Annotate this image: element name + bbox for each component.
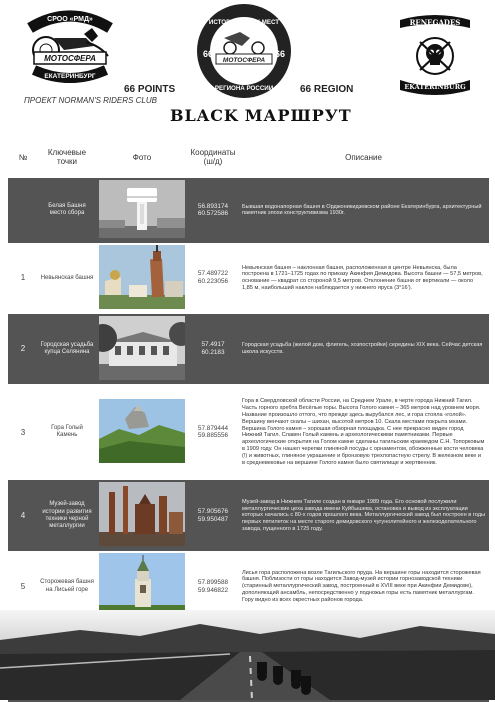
latitude: 57.879444 bbox=[197, 424, 229, 432]
point-description: Бывшая водонапорная башня в Орджоникидзевском районе Екатеринбурга, архитектурный памятник эпохи конструктивизма 1930г. bbox=[238, 178, 489, 243]
logo-right-top-text: RENEGADES bbox=[409, 18, 461, 27]
points-label: 66 POINTS bbox=[124, 84, 176, 95]
longitude: 60.2183 bbox=[201, 349, 225, 357]
project-label: ПРОЕКТ NORMAN'S RIDERS CLUB bbox=[24, 96, 157, 105]
latitude: 57.899588 bbox=[197, 578, 229, 586]
route-title-word-1: BLACK bbox=[170, 106, 239, 125]
nevyansk-tower-photo bbox=[99, 245, 185, 309]
row-number: 4 bbox=[8, 480, 38, 551]
photo-cell bbox=[96, 243, 188, 314]
selyanin-manor-photo bbox=[99, 316, 185, 380]
road-motorcycles-photo bbox=[0, 610, 495, 700]
point-name: Белая Башня место сбора bbox=[38, 178, 96, 243]
photo-cell bbox=[96, 178, 188, 243]
latitude: 57.489722 bbox=[197, 270, 229, 278]
row-number: 2 bbox=[8, 314, 38, 385]
col-header-number: № bbox=[8, 136, 38, 178]
longitude: 59.946822 bbox=[197, 586, 229, 594]
longitude: 59.885556 bbox=[197, 432, 229, 440]
col-header-description: Описание bbox=[238, 136, 489, 178]
logo-left-main-text: МОТОСФЕРА bbox=[44, 54, 96, 63]
point-name: Невьянская башня bbox=[38, 243, 96, 314]
logo-right-bottom-text: EKATERINBURG bbox=[404, 83, 466, 91]
point-name: Сторожевая башня на Лисьей горе bbox=[38, 551, 96, 622]
route-title-word-2: МАРШРУТ bbox=[244, 106, 352, 125]
latitude: 57.4917 bbox=[201, 341, 225, 349]
logo-center-left-num: 66 bbox=[202, 49, 214, 59]
table-header-row bbox=[8, 136, 489, 178]
motosfera-logo-left bbox=[24, 6, 116, 84]
point-description: Гора в Свердловской области России, на Среднем Урале, в черте города Нижний Тагил. Часть горного хребта Весёлые горы. Высота Голого камня – 365 метров над уровнем моря. Название произошло оттого, что прежде здесь вырубался лес, и гора стояла «голой». Вершину венчают скалы – шихан, высотой метров 10. Скала местами покрыта мхами. Вершина Голого камня – хорошая обзорная площадка. С нее прекрасно виден город Нижний Тагил. Славен Голый камень и археологическими памятниками. Первые археологические открытия на Голом камне сделаны тагильским краеведом С.Н. Топорковым в 1909 году. Он нашел черепки глиняной посуды с орнаментом, обожженные кости человека (!) и животных, глиняное украшение и бронзовую трехлопастную стрелу. В железном веке и в средневековье на вершине Голого камня было святилище и жертвенник. bbox=[238, 384, 489, 480]
photo-cell bbox=[96, 480, 188, 551]
longitude: 59.950487 bbox=[197, 515, 229, 523]
logo-left-top-text: СРОО «РМД» bbox=[47, 16, 93, 23]
coordinates bbox=[188, 480, 238, 551]
coordinates bbox=[188, 178, 238, 243]
logo-left-bottom-text: ЕКАТЕРИНБУРГ bbox=[44, 73, 96, 80]
white-tower-photo bbox=[99, 180, 185, 238]
route-title bbox=[170, 106, 352, 125]
point-description: Невьянская башня – наклонная башня, расположенная в центре Невьянска, была построена в 1721–1725 годах по приказу Акинфия Демидова. Высота башни — 57,5 метров, основание — квадрат со стороной 9,5 метров. Отклонение башни от вертикали — около 1,85 м, наибольший наклон наблюдается у нижнего яруса (3°16'). bbox=[238, 243, 489, 314]
motosfera-logo-center bbox=[196, 2, 292, 100]
table-row bbox=[8, 384, 489, 480]
golyy-kamen-photo bbox=[99, 399, 185, 463]
photo-cell bbox=[96, 314, 188, 385]
point-name: Городская усадьба купца Селянина bbox=[38, 314, 96, 385]
col-header-photo: Фото bbox=[96, 136, 188, 178]
point-description: Музей-завод в Нижнем Тагиле создан в январе 1989 года. Его основой послужили металлургические цеха завода имени Куйбышева, остановка и вывод из эксплуатации которых начались с 80-х годов прошлого века. Металлургический завод был построен в годы первых пятилеток на месте старого демидовского чугунолитейного и железоделательного завода, пущенного в 1725 году. bbox=[238, 480, 489, 551]
logo-center-bottom-text: РЕГИОНА РОССИИ bbox=[214, 85, 274, 92]
logo-center-main-text: МОТОСФЕРА bbox=[222, 57, 266, 64]
coordinates bbox=[188, 314, 238, 385]
coordinates bbox=[188, 384, 238, 480]
logo-center-top-text: ИСТОРИЧЕСКИХ МЕСТ bbox=[208, 19, 280, 26]
table-row bbox=[8, 178, 489, 243]
row-number bbox=[8, 178, 38, 243]
logo-center-right-num: 66 bbox=[274, 49, 286, 59]
point-description: Лисья гора расположена возле Тагильского пруда. На вершине горы находится сторожевая башня. Поблизости от горы находится Завод-музей истории горнозаводской техники (старинный металлургический завод, построенный в XVIII веке при Акинфии Демидове), дополняющий ансамбль, непосредственно у подножья горы есть памятник металлургам. Гору видно из всех окрестных районов города. bbox=[238, 551, 489, 622]
point-description: Городская усадьба (жилой дом, флигель, хозпостройки) середины XIX века. Сейчас детская школа искусств. bbox=[238, 314, 489, 385]
renegades-logo bbox=[396, 10, 474, 100]
museum-plant-photo bbox=[99, 482, 185, 546]
longitude: 60.223056 bbox=[197, 278, 229, 286]
latitude: 56.893174 bbox=[197, 202, 229, 210]
region-label: 66 REGION bbox=[300, 84, 354, 95]
row-number: 5 bbox=[8, 551, 38, 622]
photo-cell bbox=[96, 384, 188, 480]
page-header bbox=[0, 0, 495, 132]
point-name: Гора Голый Камень bbox=[38, 384, 96, 480]
lisya-gora-tower-photo bbox=[99, 553, 185, 617]
coordinates bbox=[188, 243, 238, 314]
table-row bbox=[8, 314, 489, 385]
col-header-coordinates: Координаты (ш/д) bbox=[188, 136, 238, 178]
col-header-points: Ключевые точки bbox=[38, 136, 96, 178]
table-row bbox=[8, 243, 489, 314]
table-row bbox=[8, 480, 489, 551]
row-number: 1 bbox=[8, 243, 38, 314]
longitude: 60.572586 bbox=[197, 210, 229, 218]
latitude: 57.905676 bbox=[197, 508, 229, 516]
row-number: 3 bbox=[8, 384, 38, 480]
point-name: Музей-завод истории развития техники черной металлургии bbox=[38, 480, 96, 551]
